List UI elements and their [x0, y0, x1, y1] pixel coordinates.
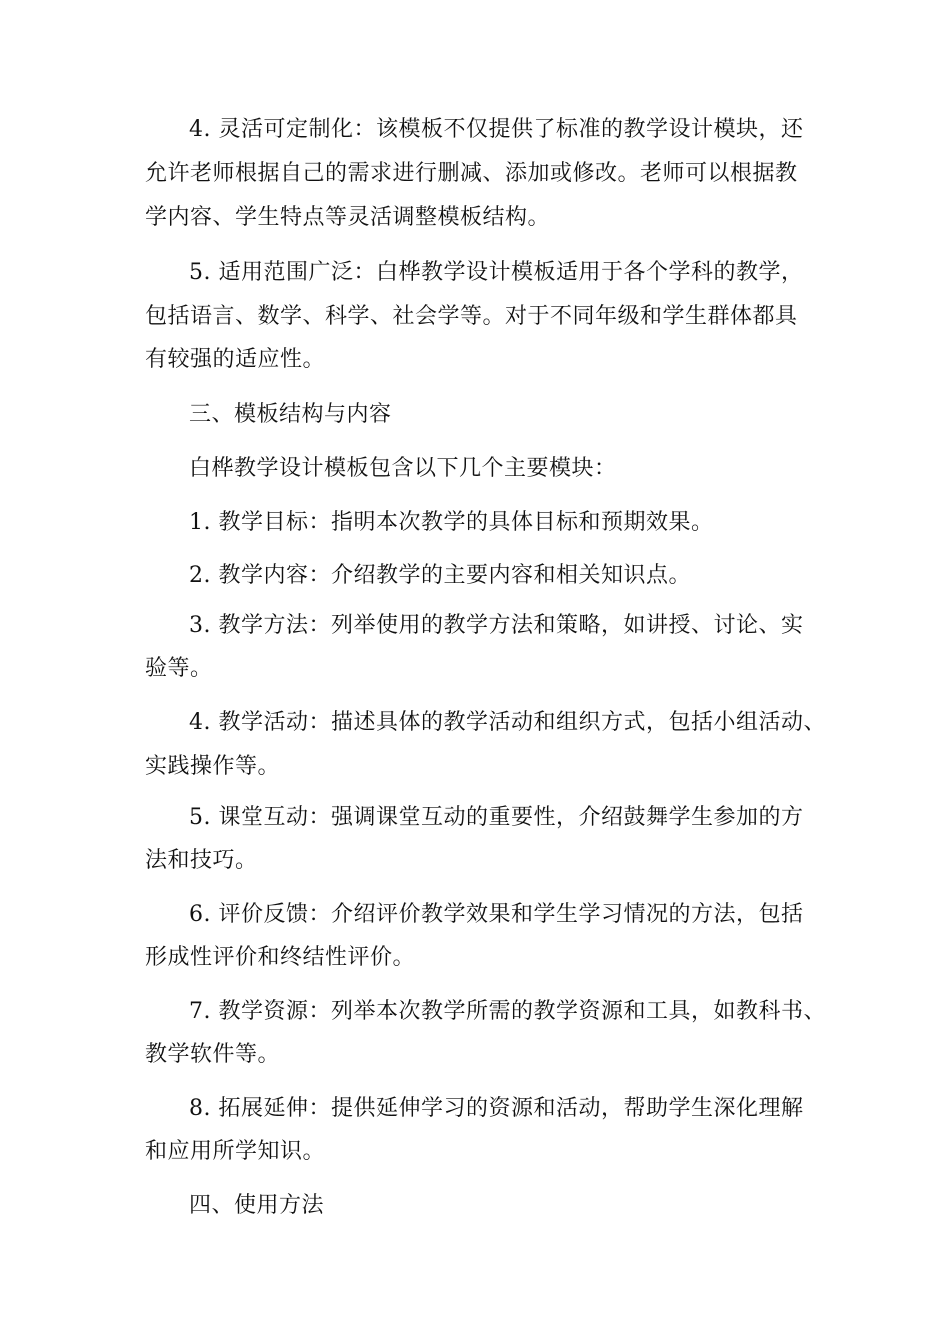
module-6-line-1: 6. 评价反馈：介绍评价教学效果和学生学习情况的方法，包括 [189, 902, 804, 927]
module-7-line-2: 教学软件等。 [145, 1042, 281, 1067]
paragraph-item-5-line-3: 有较强的适应性。 [145, 347, 326, 372]
module-1-line-1: 1. 教学目标：指明本次教学的具体目标和预期效果。 [189, 510, 714, 535]
module-2-line-1: 2. 教学内容：介绍教学的主要内容和相关知识点。 [189, 563, 691, 588]
module-6-line-2: 形成性评价和终结性评价。 [145, 945, 416, 970]
section-3-intro: 白桦教学设计模板包含以下几个主要模块： [189, 456, 617, 481]
module-5-line-1: 5. 课堂互动：强调课堂互动的重要性，介绍鼓舞学生参加的方 [189, 805, 804, 830]
module-8-line-1: 8. 拓展延伸：提供延伸学习的资源和活动，帮助学生深化理解 [189, 1096, 804, 1121]
paragraph-item-5-line-1: 5. 适用范围广泛：白桦教学设计模板适用于各个学科的教学， [189, 260, 804, 285]
module-3-line-2: 验等。 [145, 656, 213, 681]
section-4-heading: 四、使用方法 [189, 1193, 325, 1218]
module-7-line-1: 7. 教学资源：列举本次教学所需的教学资源和工具，如教科书、 [189, 999, 826, 1024]
section-3-heading: 三、模板结构与内容 [189, 402, 392, 427]
module-3-line-1: 3. 教学方法：列举使用的教学方法和策略，如讲授、讨论、实 [189, 613, 804, 638]
module-4-line-1: 4. 教学活动：描述具体的教学活动和组织方式，包括小组活动、 [189, 710, 826, 735]
paragraph-item-4-line-1: 4. 灵活可定制化：该模板不仅提供了标准的教学设计模块，还 [189, 117, 804, 142]
paragraph-item-4-line-2: 允许老师根据自己的需求进行删减、添加或修改。老师可以根据教 [145, 161, 798, 186]
module-4-line-2: 实践操作等。 [145, 754, 281, 779]
paragraph-item-4-line-3: 学内容、学生特点等灵活调整模板结构。 [145, 205, 551, 230]
module-8-line-2: 和应用所学知识。 [145, 1139, 326, 1164]
module-5-line-2: 法和技巧。 [145, 848, 258, 873]
paragraph-item-5-line-2: 包括语言、数学、科学、社会学等。对于不同年级和学生群体都具 [145, 304, 798, 329]
